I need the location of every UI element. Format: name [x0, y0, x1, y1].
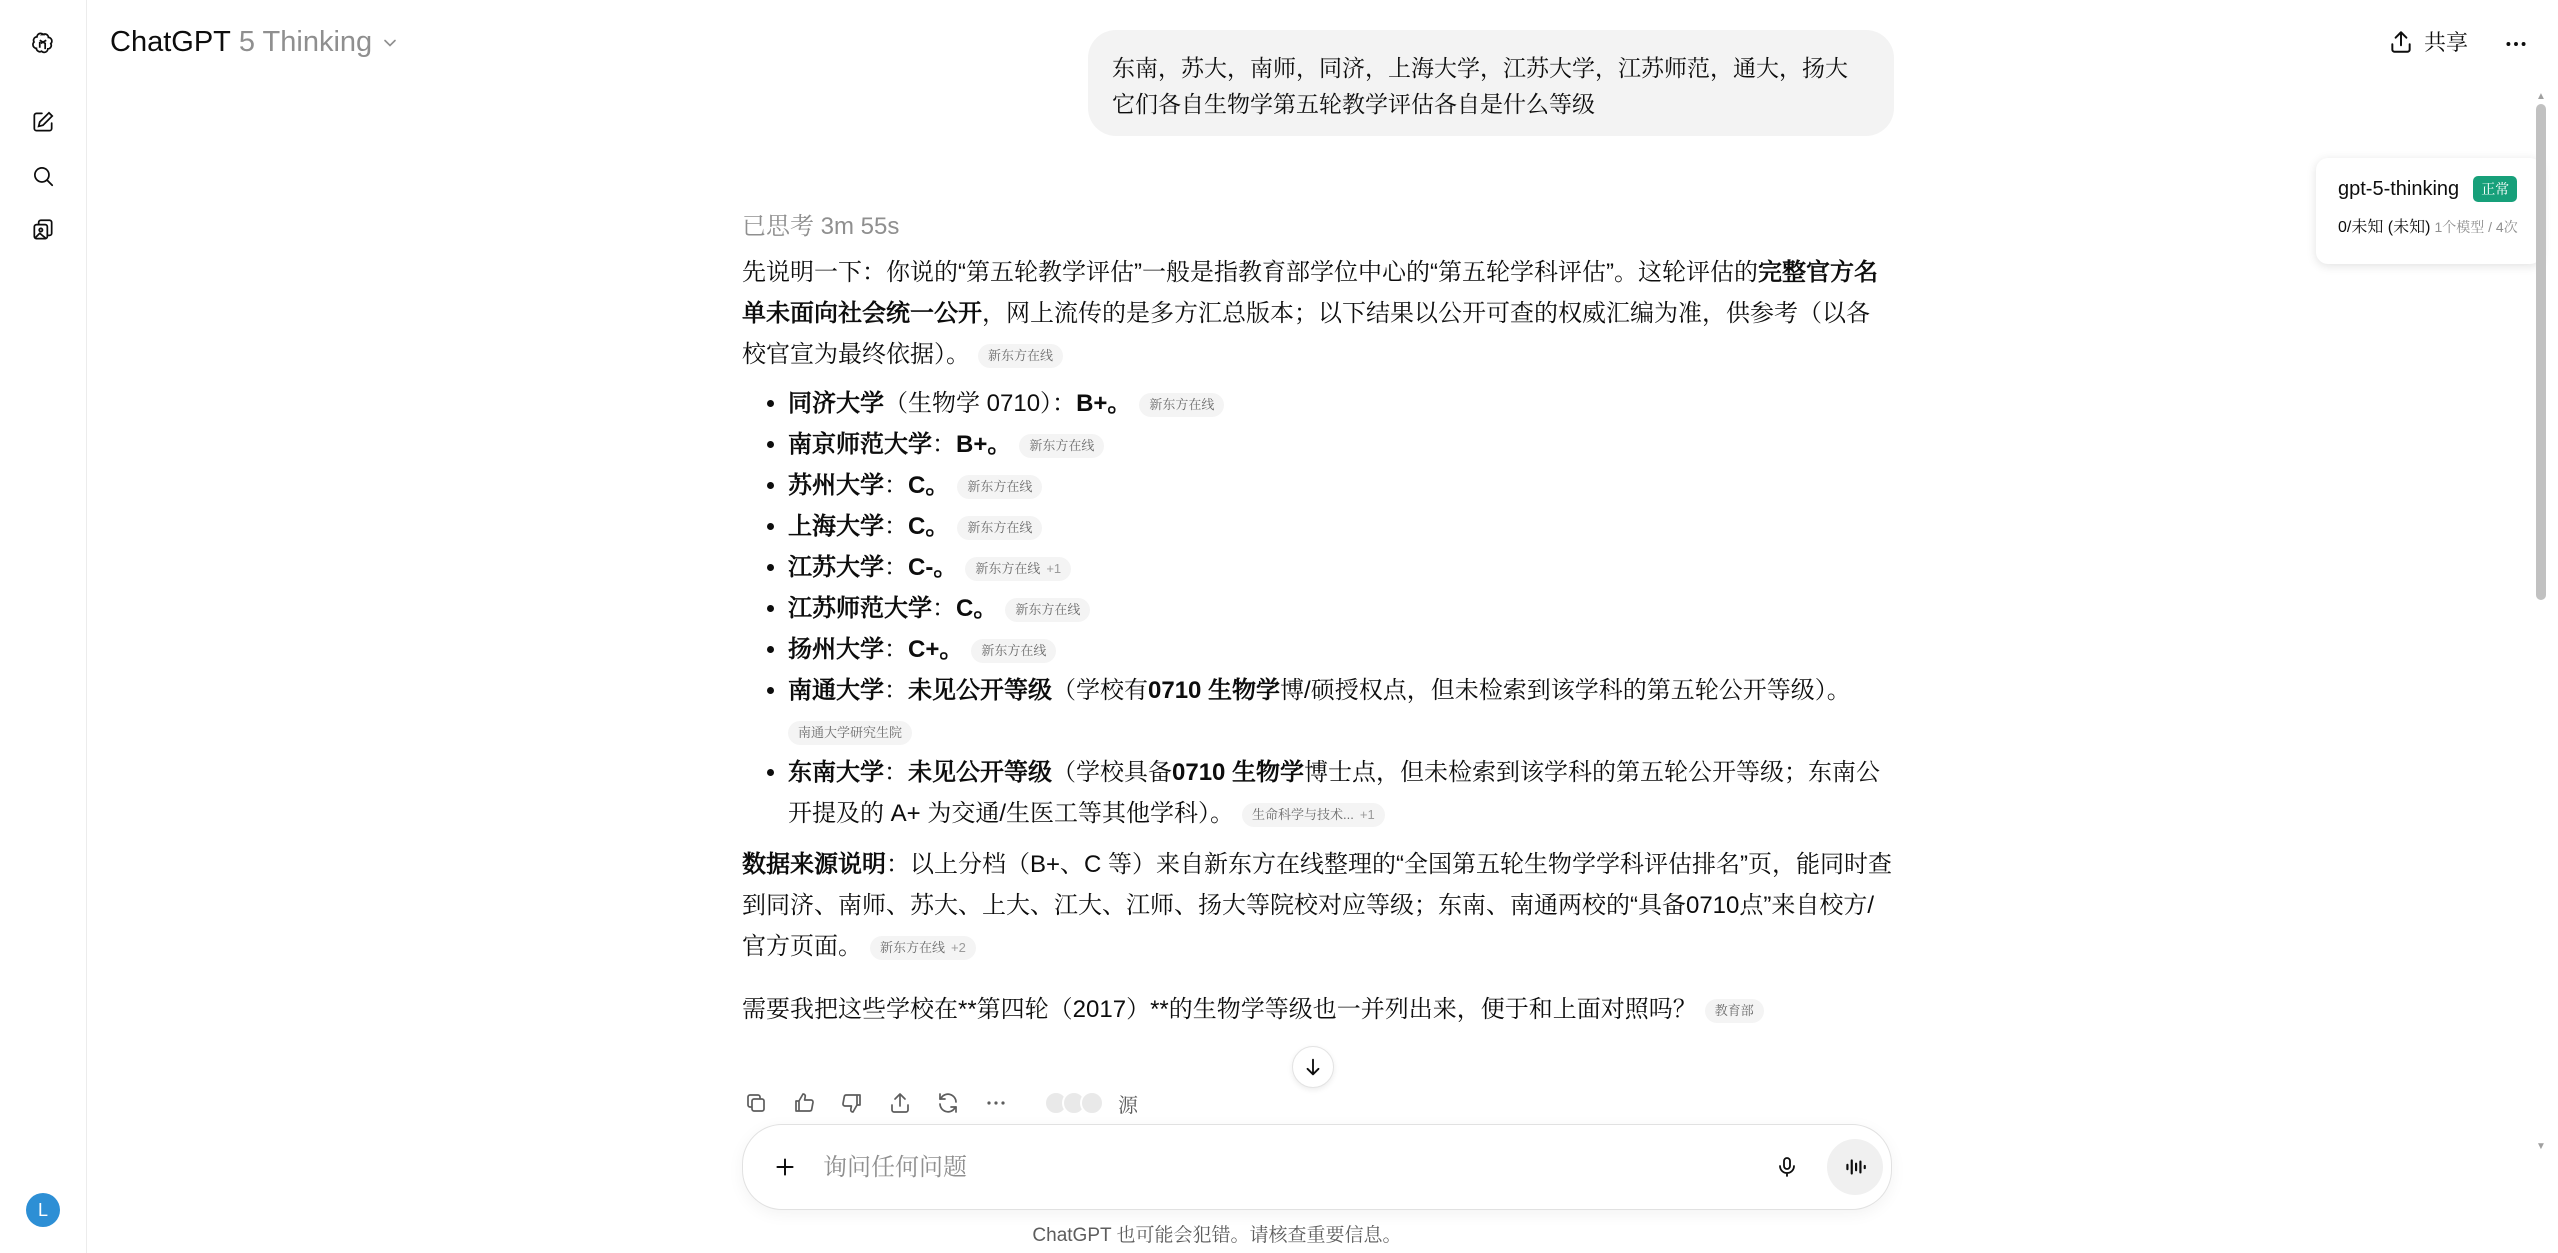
list-item: • 南通大学：未见公开等级（学校有0710 生物学博/硕授权点，但未检索到该学科的第五轮公开等级）。 南通大学研究生院 [788, 670, 1892, 752]
citation-chip[interactable]: 新东方在线 [957, 475, 1042, 499]
usage-subtext: 1个模型 / 4次 [2434, 219, 2518, 235]
chevron-down-icon [380, 33, 400, 53]
citation-chip[interactable]: 新东方在线 [978, 344, 1063, 368]
model-name: 5 Thinking [238, 26, 373, 58]
sources-button[interactable] [1044, 1089, 1138, 1118]
share-label: 共享 [2424, 30, 2469, 55]
scrollbar-thumb[interactable] [2536, 104, 2546, 600]
share-button[interactable] [2388, 26, 2468, 57]
user-avatar[interactable]: L [26, 1193, 60, 1227]
citation-chip[interactable]: 生命科学与技术... +1 [1242, 803, 1385, 827]
citation-chip[interactable]: 新东方在线 [971, 639, 1056, 663]
share-icon [2388, 29, 2414, 55]
composer [742, 1124, 1892, 1210]
citation-chip[interactable]: 新东方在线 [1139, 393, 1224, 417]
plus-icon [772, 1154, 798, 1180]
model-selector[interactable] [110, 26, 400, 59]
share-message-button[interactable] [886, 1089, 914, 1117]
search-icon[interactable] [25, 158, 61, 194]
app-name: ChatGPT [110, 26, 231, 58]
citation-chip[interactable]: 新东方在线 +2 [870, 936, 976, 960]
list-item: • 江苏师范大学：C。 新东方在线 [788, 588, 1892, 629]
library-icon[interactable] [25, 212, 61, 248]
new-chat-icon[interactable] [25, 104, 61, 140]
prompt-input[interactable] [821, 1147, 1705, 1189]
scroll-to-bottom-button[interactable] [1292, 1046, 1334, 1088]
regenerate-button[interactable] [934, 1089, 962, 1117]
list-item: • 东南大学：未见公开等级（学校具备0710 生物学博士点，但未检索到该学科的第五轮公开等级；东南公开提及的 A+ 为交通/生医工等其他学科）。 生命科学与技术... +1 [788, 752, 1892, 834]
citation-chip[interactable]: 南通大学研究生院 [788, 721, 912, 745]
sources-label: 源 [1118, 1094, 1138, 1117]
panel-model-name: gpt-5-thinking [2338, 177, 2460, 200]
list-item: • 苏州大学：C。 新东方在线 [788, 465, 1892, 506]
more-actions-button[interactable] [982, 1089, 1010, 1117]
message-actions [742, 1086, 1138, 1120]
citation-chip[interactable]: 新东方在线 [1005, 598, 1090, 622]
list-item: • 上海大学：C。 新东方在线 [788, 506, 1892, 547]
openai-logo-icon[interactable] [25, 26, 61, 62]
assistant-message [742, 252, 1892, 1038]
add-attachment-button[interactable] [765, 1147, 805, 1187]
user-message: 东南，苏大，南师，同济，上海大学，江苏大学，江苏师范，通大，扬大 它们各自生物学第五轮教学评估各自是什么等级 [1088, 30, 1894, 136]
list-item: • 南京师范大学：B+。 新东方在线 [788, 424, 1892, 465]
list-item: • 同济大学（生物学 0710）：B+。 新东方在线 [788, 383, 1892, 424]
list-item: • 扬州大学：C+。 新东方在线 [788, 629, 1892, 670]
followup-question: 需要我把这些学校在**第四轮（2017）**的生物学等级也一并列出来，便于和上面对照吗？ 教育部 [742, 989, 1892, 1030]
thumbs-down-icon [840, 1091, 864, 1115]
thumbs-up-icon [792, 1091, 816, 1115]
status-badge: 正常 [2473, 176, 2517, 202]
upload-icon [888, 1091, 912, 1115]
source-note: 数据来源说明：以上分档（B+、C 等）来自新东方在线整理的“全国第五轮生物学学科评估排名”页，能同时查到同济、南师、苏大、上大、江大、江师、扬大等院校对应等级；东南、南通两校的“具备0710点”来自校方/官方页面。 新东方在线 +2 [742, 851, 1893, 960]
usage-text: 0/未知 (未知) [2338, 219, 2431, 236]
citation-chip[interactable]: 新东方在线 [957, 516, 1042, 540]
dictate-button[interactable] [1767, 1147, 1807, 1187]
ellipsis-icon [984, 1091, 1008, 1115]
source-favicons [1044, 1091, 1110, 1115]
thought-duration[interactable]: 已思考 3m 55s [742, 213, 900, 240]
grade-list [742, 383, 1892, 834]
arrow-down-icon [1302, 1056, 1324, 1078]
microphone-icon [1775, 1155, 1799, 1179]
scroll-down-arrow[interactable]: ▼ [2536, 1141, 2546, 1152]
citation-chip[interactable]: 新东方在线 [1019, 434, 1104, 458]
refresh-icon [936, 1091, 960, 1115]
sidebar [0, 0, 87, 1253]
voice-mode-button[interactable] [1827, 1139, 1883, 1195]
more-options-button[interactable] [2496, 24, 2536, 64]
citation-chip[interactable]: 教育部 [1705, 999, 1764, 1023]
list-item: • 江苏大学：C-。 新东方在线 +1 [788, 547, 1892, 588]
voice-waveform-icon [1842, 1154, 1868, 1180]
copy-icon [744, 1091, 768, 1115]
intro-paragraph: 先说明一下：你说的“第五轮教学评估”一般是指教育部学位中心的“第五轮学科评估”。这轮评估的完整官方名单未面向社会统一公开，网上流传的是多方汇总版本；以下结果以公开可查的权威汇编为准，供参考（以各校官宣为最终依据）。 新东方在线 [742, 259, 1878, 368]
thumbs-up-button[interactable] [790, 1089, 818, 1117]
disclaimer: ChatGPT 也可能会犯错。请核查重要信息。 [1032, 1225, 1402, 1246]
ellipsis-icon [2503, 31, 2529, 57]
citation-chip[interactable]: 新东方在线 +1 [965, 557, 1071, 581]
thumbs-down-button[interactable] [838, 1089, 866, 1117]
scroll-up-arrow[interactable]: ▲ [2536, 91, 2546, 102]
model-status-panel[interactable] [2316, 158, 2542, 264]
copy-button[interactable] [742, 1089, 770, 1117]
